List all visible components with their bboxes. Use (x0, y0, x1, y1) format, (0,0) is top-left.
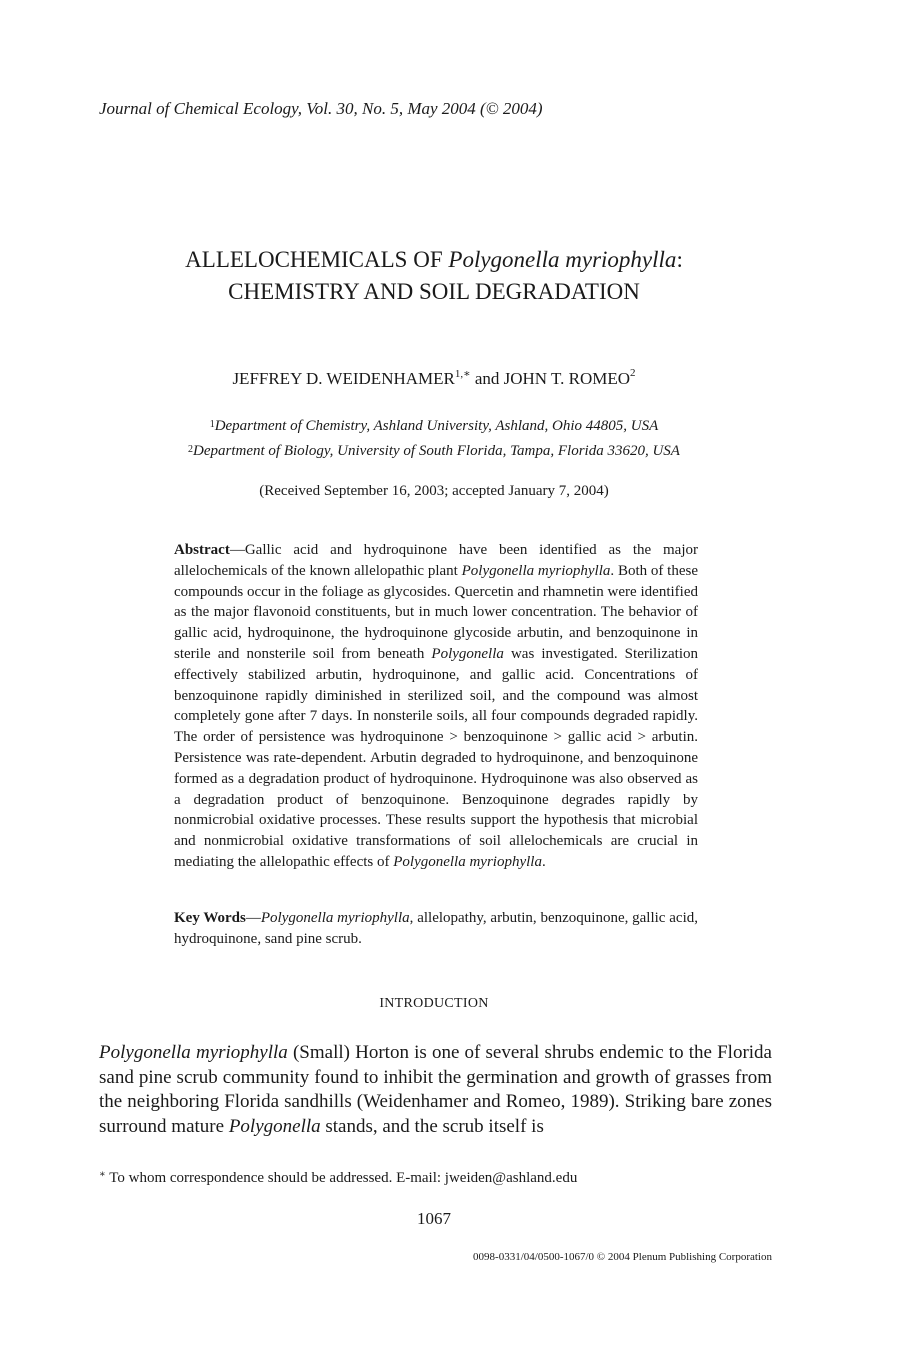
abstract: Abstract—Gallic acid and hydroquinone have been identified as the major allelochemicals of the known allelopathic plant Polygonella myriophylla. Both of these compounds occur in the foliage as glycosides. Quercetin and rhamnetin were identified as the major flavonoid constituents, but in much lower concentration. The behavior of gallic acid, hydroquinone, the hydroquinone glycoside arbutin, and benzoquinone in sterile and nonsterile soil from beneath Polygonella was investigated. Sterilization effectively stabilized arbutin, hydroquinone, and gallic acid. Concentrations of benzoquinone rapidly diminished in sterilized soil, and the compound was almost completely gone after 7 days. In nonsterile soils, all four compounds degraded rapidly. The order of persistence was hydroquinone > benzoquinone > gallic acid > arbutin. Persistence was rate-dependent. Arbutin degraded to hydroquinone, and benzoquinone formed as a degradation product of hydroquinone. Hydroquinone was also observed as a degradation product of benzoquinone. Benzoquinone degrades rapidly by nonmicrobial oxidative processes. These results support the hypothesis that microbial and nonmicrobial oxidative transformations of soil allelochemicals are crucial in mediating the allelopathic effects of Polygonella myriophylla. (174, 542, 699, 870)
abstract-label: Abstract (174, 542, 230, 558)
author-1-affiliation-mark: 1,∗ (454, 368, 471, 380)
paper-title (0, 244, 868, 308)
author-2: JOHN T. ROMEO (503, 369, 631, 388)
affiliation-2: $^2$Department of Biology, University of South Florida, Tampa, Florida 33620, USA (188, 443, 680, 459)
key-words: Key Words—Polygonella myriophylla, allelopathy, arbutin, benzoquinone, gallic acid, hydroquinone, sand pine scrub. (174, 910, 698, 947)
correspondence-footnote: ∗ To whom correspondence should be addressed. E-mail: jweiden@ashland.edu (99, 1169, 578, 1186)
page-number: 1067 (417, 1209, 451, 1228)
section-heading-introduction: INTRODUCTION (379, 996, 489, 1011)
affiliation-1: $^1$Department of Chemistry, Ashland University, Ashland, Ohio 44805, USA (209, 418, 659, 434)
copyright-line: 0098-0331/04/0500-1067/0 © 2004 Plenum Publishing Corporation (473, 1251, 772, 1263)
introduction-paragraph: Polygonella myriophylla (Small) Horton is one of several shrubs endemic to the Florida sand pine scrub community found to inhibit the germination and growth of grasses from the neighboring Florida sandhills (Weidenhamer and Romeo, 1989). Striking bare zones surround mature Polygonella stands, and the scrub itself is (99, 1042, 772, 1137)
author-list: JEFFREY D. $WEIDENHAMER^{1,∗}$ and JOHN T. ROMEO$^2$ (232, 367, 636, 388)
title-line-2: CHEMISTRY AND SOIL DEGRADATION (228, 279, 640, 304)
title-line-1: ALLELOCHEMICALS OF Polygonella myriophylla: (185, 247, 683, 272)
journal-citation: Journal of Chemical Ecology, Vol. 30, No. 5, May 2004 (© 2004) (99, 99, 543, 118)
affiliations (0, 414, 868, 464)
author-1: JEFFREY D. WEIDENHAMER (232, 369, 455, 388)
received-dates: (Received September 16, 2003; accepted January 7, 2004) (259, 483, 609, 499)
key-words-label: Key Words (174, 910, 246, 926)
author-2-affiliation-mark: 2 (630, 367, 636, 379)
